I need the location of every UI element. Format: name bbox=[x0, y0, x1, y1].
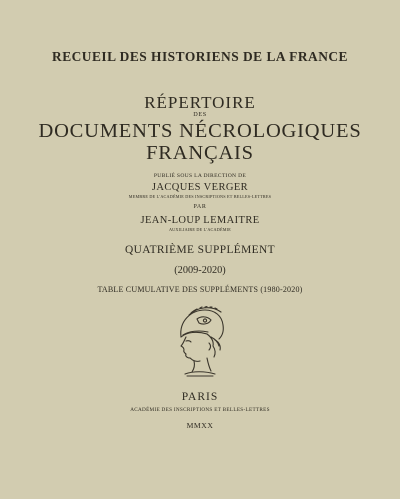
title-line-1: RÉPERTOIRE bbox=[144, 93, 256, 112]
title-line-3: DOCUMENTS NÉCROLOGIQUES bbox=[38, 120, 362, 142]
publisher-name: ACADÉMIE DES INSCRIPTIONS ET BELLES-LETTRES bbox=[130, 407, 270, 413]
series-title: RECUEIL DES HISTORIENS DE LA FRANCE bbox=[52, 49, 348, 64]
author-affiliation: AUXILIAIRE DE L'ACADÉMIE bbox=[168, 227, 232, 232]
author-name: JEAN-LOUP LEMAITRE bbox=[140, 215, 260, 226]
publication-place: PARIS bbox=[181, 391, 219, 403]
publication-date: MMXX bbox=[186, 421, 214, 430]
supplement-years: (2009-2020) bbox=[174, 265, 226, 276]
cumulative-table-note: TABLE CUMULATIVE DES SUPPLÉMENTS (1980-2020) bbox=[97, 285, 303, 294]
by-label: PAR bbox=[193, 204, 207, 210]
published-under-label: PUBLIÉ SOUS LA DIRECTION DE bbox=[153, 173, 247, 179]
director-affiliation: MEMBRE DE L'ACADÉMIE DES INSCRIPTIONS ET BELLES-LETTRES bbox=[128, 194, 272, 199]
title-line-2: DES bbox=[193, 111, 207, 118]
supplement-title: QUATRIÈME SUPPLÉMENT bbox=[124, 244, 276, 256]
title-line-4: FRANÇAIS bbox=[146, 142, 254, 164]
director-name: JACQUES VERGER bbox=[151, 182, 249, 193]
minerva-helmeted-head-icon bbox=[167, 301, 233, 377]
